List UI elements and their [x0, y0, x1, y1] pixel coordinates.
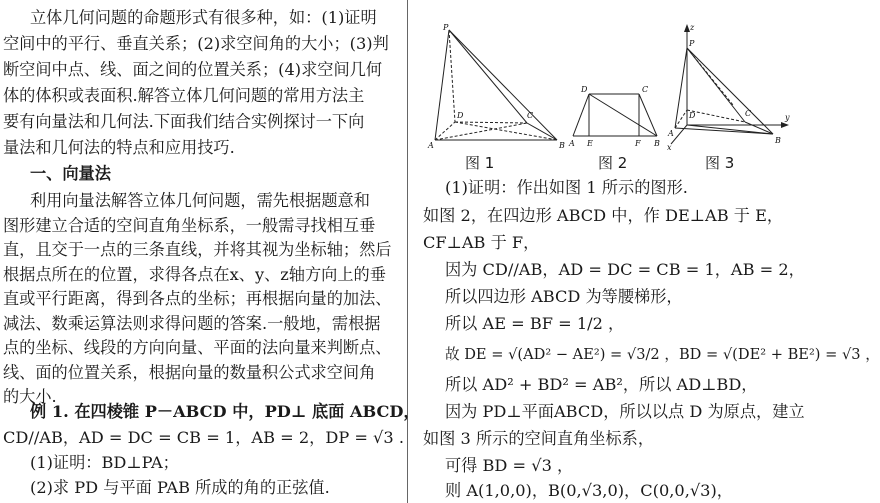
- example-line: CD//AB，AD = DC = CB = 1，AB = 2，DP = √3 .: [3, 428, 404, 447]
- intro-line: 体的体积或表面积.解答立体几何问题的常用方法主: [3, 86, 365, 105]
- method-line: 利用向量法解答立体几何问题，需先根据题意和: [30, 191, 370, 210]
- intro-line: 空间中的平行、垂直关系；(2)求空间角的大小；(3)判: [3, 34, 389, 53]
- fig1-label: P: [443, 23, 449, 32]
- proof-line: 因为 CD//AB，AD = DC = CB = 1，AB = 2，: [445, 260, 805, 279]
- fig2-label: D: [581, 85, 588, 94]
- intro-line: 断空间中点、线、面之间的位置关系；(4)求空间几何: [3, 60, 383, 79]
- method-line: 直或平行距离，得到各点的坐标；再根据向量的加法、: [3, 289, 392, 308]
- fig2-label: B: [654, 139, 660, 148]
- figure-3: [665, 10, 797, 152]
- fig3-label: y: [785, 113, 790, 122]
- fig2-label: A: [569, 139, 575, 148]
- fig1-label: C: [527, 111, 534, 120]
- fig3-label: D: [689, 111, 696, 120]
- example-line: 例 1. 在四棱锥 P－ABCD 中，PD⊥ 底面 ABCD，: [30, 402, 420, 421]
- example-line: (2)求 PD 与平面 PAB 所成的角的正弦值.: [30, 478, 330, 497]
- method-line: 线、面的位置关系，根据向量的数量积公式求空间角: [3, 362, 376, 382]
- column-divider: [407, 0, 408, 503]
- fig3-label: z: [690, 23, 695, 32]
- proof-line: 所以 AD² + BD² = AB²，所以 AD⊥BD，: [445, 375, 758, 394]
- method-line: 直，且交于一点的三条直线，并将其视为坐标轴；然后: [3, 240, 392, 259]
- fig3-label: x: [667, 143, 672, 152]
- method-line: 的大小.: [3, 387, 57, 406]
- intro-line: 量法和几何法的特点和应用技巧.: [3, 138, 235, 157]
- proof-line: 所以四边形 ABCD 为等腰梯形，: [445, 287, 683, 306]
- intro-line: 要有向量法和几何法.下面我们结合实例探讨一下向: [3, 112, 365, 131]
- figure-caption: 图 2: [598, 154, 628, 172]
- proof-line: 可得 BD = √3 ，: [445, 456, 574, 475]
- fig1-label: D: [457, 111, 464, 120]
- fig2-label: F: [635, 139, 641, 148]
- section-heading: 一、向量法: [30, 164, 111, 183]
- method-line: 点的坐标、线段的方向向量、平面的法向量来判断点、: [3, 338, 392, 357]
- proof-line: 如图 3 所示的空间直角坐标系，: [423, 429, 655, 448]
- figure-2: [567, 82, 663, 150]
- figure-1: [427, 18, 567, 150]
- proof-line: 故 DE = √(AD² − AE²) = √3/2 ，BD = √(DE² + BE²) = √3 ，: [445, 346, 880, 363]
- method-line: 图形建立合适的空间直角坐标系，一般需寻找相互垂: [3, 215, 376, 235]
- proof-line: 所以 AE = BF = 1/2 ，: [445, 314, 625, 333]
- fig2-label: E: [587, 139, 593, 148]
- figure-caption: 图 1: [465, 154, 495, 172]
- figure-caption: 图 3: [705, 154, 735, 172]
- proof-line: (1)证明：作出如图 1 所示的图形.: [445, 178, 688, 197]
- example-line: (1)证明：BD⊥PA；: [30, 453, 179, 472]
- proof-line: CF⊥AB 于 F，: [423, 233, 540, 252]
- fig3-label: C: [745, 109, 752, 118]
- proof-line: 如图 2，在四边形 ABCD 中，作 DE⊥AB 于 E，: [423, 206, 784, 225]
- fig3-label: A: [668, 129, 674, 138]
- fig1-label: A: [428, 141, 434, 150]
- fig3-label: P: [689, 39, 695, 48]
- proof-line: 则 A(1,0,0)，B(0,√3,0)，C(0,0,√3)，: [445, 481, 733, 500]
- method-line: 根据点所在的位置，求得各点在x、y、z轴方向上的垂: [3, 264, 386, 284]
- fig1-label: B: [559, 141, 565, 150]
- fig3-label: B: [775, 136, 781, 145]
- proof-line: 因为 PD⊥平面ABCD，所以以点 D 为原点，建立: [445, 402, 805, 421]
- method-line: 减法、数乘运算法则求得问题的答案.一般地，需根据: [3, 313, 381, 333]
- intro-line: 立体几何问题的命题形式有很多种，如：(1)证明: [30, 8, 377, 27]
- fig2-label: C: [642, 85, 649, 94]
